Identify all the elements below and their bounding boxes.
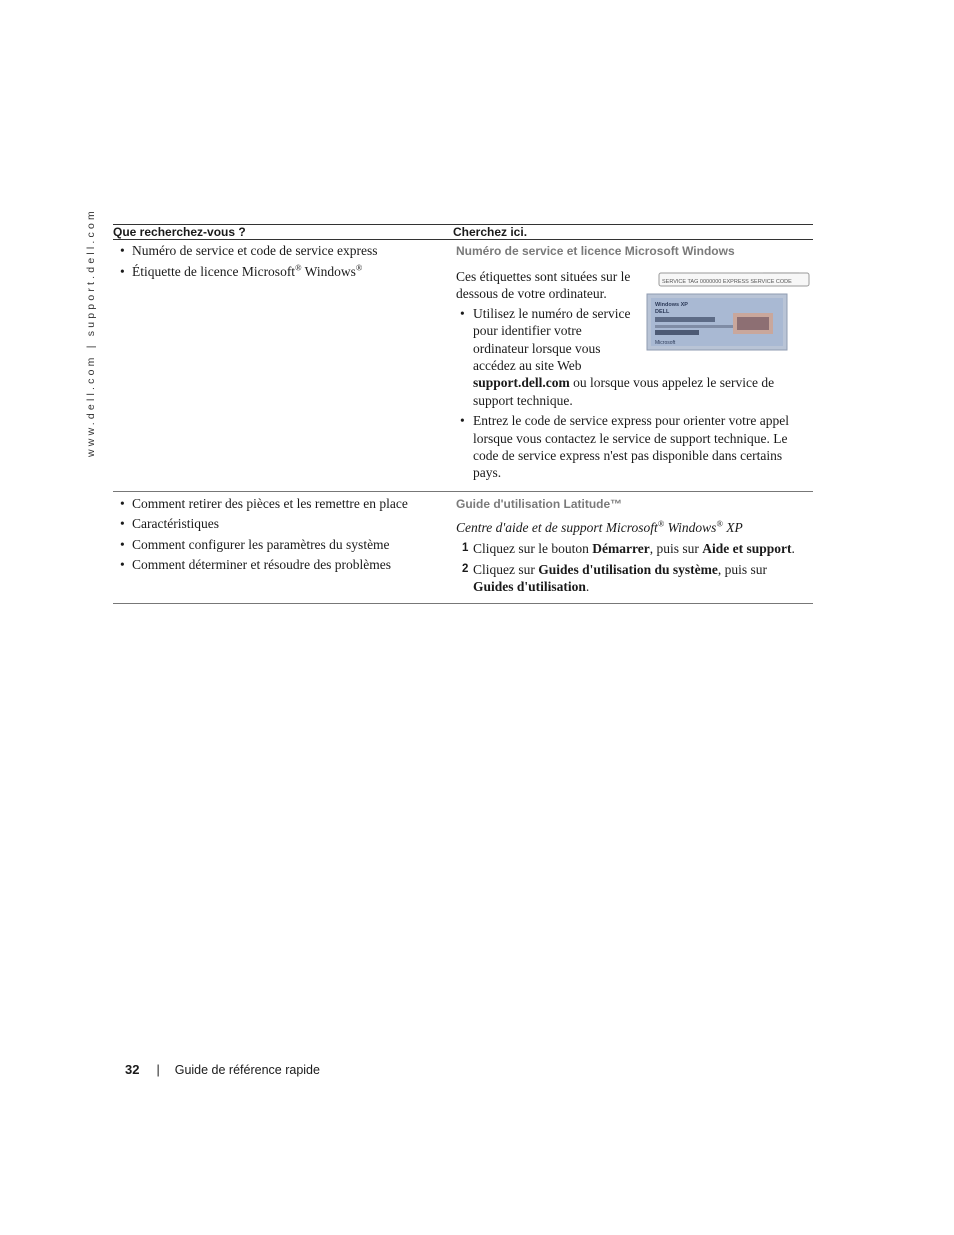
intro-text: Ces étiquettes sont situées sur le dessous de votre ordinateur. bbox=[456, 269, 631, 302]
page-number: 32 bbox=[125, 1062, 140, 1077]
header-col2: Cherchez ici. bbox=[453, 225, 813, 240]
row2-right bbox=[453, 491, 813, 603]
header-col1: Que recherchez-vous ? bbox=[113, 225, 453, 240]
row2-left bbox=[113, 491, 453, 603]
help-center-title: Centre d'aide et de support Microsoft® Windows® XP bbox=[456, 518, 743, 535]
row1-left bbox=[113, 240, 453, 492]
footer-separator: | bbox=[156, 1063, 160, 1077]
table-header bbox=[113, 225, 813, 240]
support-link-text: support.dell.com bbox=[473, 375, 570, 391]
section-title: Guide d'utilisation Latitude™ bbox=[456, 496, 623, 511]
list-item: • Comment configurer les paramètres du système bbox=[119, 536, 453, 553]
coa-os: Windows XP bbox=[655, 302, 688, 308]
service-tag-text: SERVICE TAG 0000000 EXPRESS SERVICE CODE bbox=[662, 279, 792, 285]
section-title: Numéro de service et licence Microsoft Windows bbox=[456, 244, 735, 258]
side-url: www.dell.com | support.dell.com bbox=[85, 208, 97, 457]
list-item: • Utilisez le numéro de service pour identifier votre ordinateur lorsque vous accédez au site Web support.dell.com ou lorsque vous appelez le service de support technique. bbox=[456, 305, 809, 409]
step-item: 2 Cliquez sur Guides d'utilisation du système, puis sur Guides d'utilisation. bbox=[462, 561, 768, 595]
table-row bbox=[113, 240, 813, 492]
page-footer bbox=[125, 1062, 320, 1077]
row1-right bbox=[453, 240, 813, 492]
list-item: • Numéro de service et code de service express bbox=[119, 242, 453, 259]
step-item: 1 Cliquez sur le bouton Démarrer, puis sur Aide et support. bbox=[462, 540, 795, 556]
table-row bbox=[113, 491, 813, 603]
list-item: • Caractéristiques bbox=[119, 515, 453, 532]
list-item: • Comment retirer des pièces et les remettre en place bbox=[119, 495, 453, 512]
list-item: • Entrez le code de service express pour orienter votre appel lorsque vous contactez le service de support technique. Le code de service express n'est pas disponible dans certains pays. bbox=[456, 412, 809, 482]
coa-brand: DELL bbox=[655, 309, 670, 315]
footer-title: Guide de référence rapide bbox=[174, 1063, 320, 1077]
coa-footer: Microsoft bbox=[655, 340, 676, 346]
list-item: • Étiquette de licence Microsoft® Windows® bbox=[119, 263, 453, 280]
list-item: • Comment déterminer et résoudre des problèmes bbox=[119, 556, 453, 573]
info-table bbox=[113, 224, 813, 604]
